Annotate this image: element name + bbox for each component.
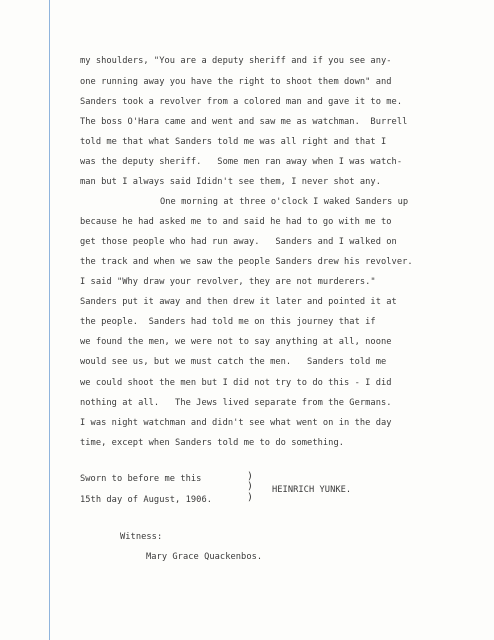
witness-label: Witness: (120, 532, 163, 542)
body-line-6: was the deputy sheriff. Some men ran away when I was watch- (80, 157, 403, 167)
body-line-8: One morning at three o'clock I waked Sanders up (160, 197, 409, 207)
body-line-18: nothing at all. The Jews lived separate from the Germans. (80, 398, 392, 408)
witness-name: Mary Grace Quackenbos. (146, 552, 263, 562)
body-line-12: I said "Why draw your revolver, they are not murderers." (80, 277, 376, 287)
body-line-5: told me that what Sanders told me was all right and that I (80, 137, 387, 147)
body-line-19: I was night watchman and didn't see what went on in the day (80, 418, 392, 428)
margin-rule (49, 0, 50, 640)
body-line-3: Sanders took a revolver from a colored man and gave it to me. (80, 97, 403, 107)
jurat-bracket-mid: ) (247, 481, 254, 492)
body-line-11: the track and when we saw the people Sanders drew his revolver. (80, 257, 413, 267)
body-line-4: The boss O'Hara came and went and saw me as watchman. Burrell (80, 117, 408, 127)
body-line-10: get those people who had run away. Sanders and I walked on (80, 237, 397, 247)
body-line-16: would see us, but we must catch the men. Sanders told me (80, 357, 387, 367)
signature: HEINRICH YUNKE. (272, 485, 352, 495)
body-line-2: one running away you have the right to shoot them down" and (80, 77, 392, 87)
body-line-1: my shoulders, "You are a deputy sheriff and if you see any- (80, 56, 392, 66)
body-line-15: we found the men, we were not to say anything at all, noone (80, 337, 392, 347)
body-line-17: we could shoot the men but I did not try to do this - I did (80, 378, 392, 388)
jurat-bracket-bottom: ) (247, 492, 254, 503)
jurat-line-1: Sworn to before me this (80, 474, 202, 484)
body-line-14: the people. Sanders had told me on this journey that if (80, 317, 376, 327)
body-line-7: man but I always said Ididn't see them, I never shot any. (80, 177, 381, 187)
body-line-20: time, except when Sanders told me to do something. (80, 438, 345, 448)
body-line-13: Sanders put it away and then drew it later and pointed it at (80, 297, 397, 307)
jurat-line-2: 15th day of August, 1906. (80, 495, 213, 505)
body-line-9: because he had asked me to and said he had to go with me to (80, 217, 392, 227)
jurat-bracket-top: ) (247, 471, 254, 482)
